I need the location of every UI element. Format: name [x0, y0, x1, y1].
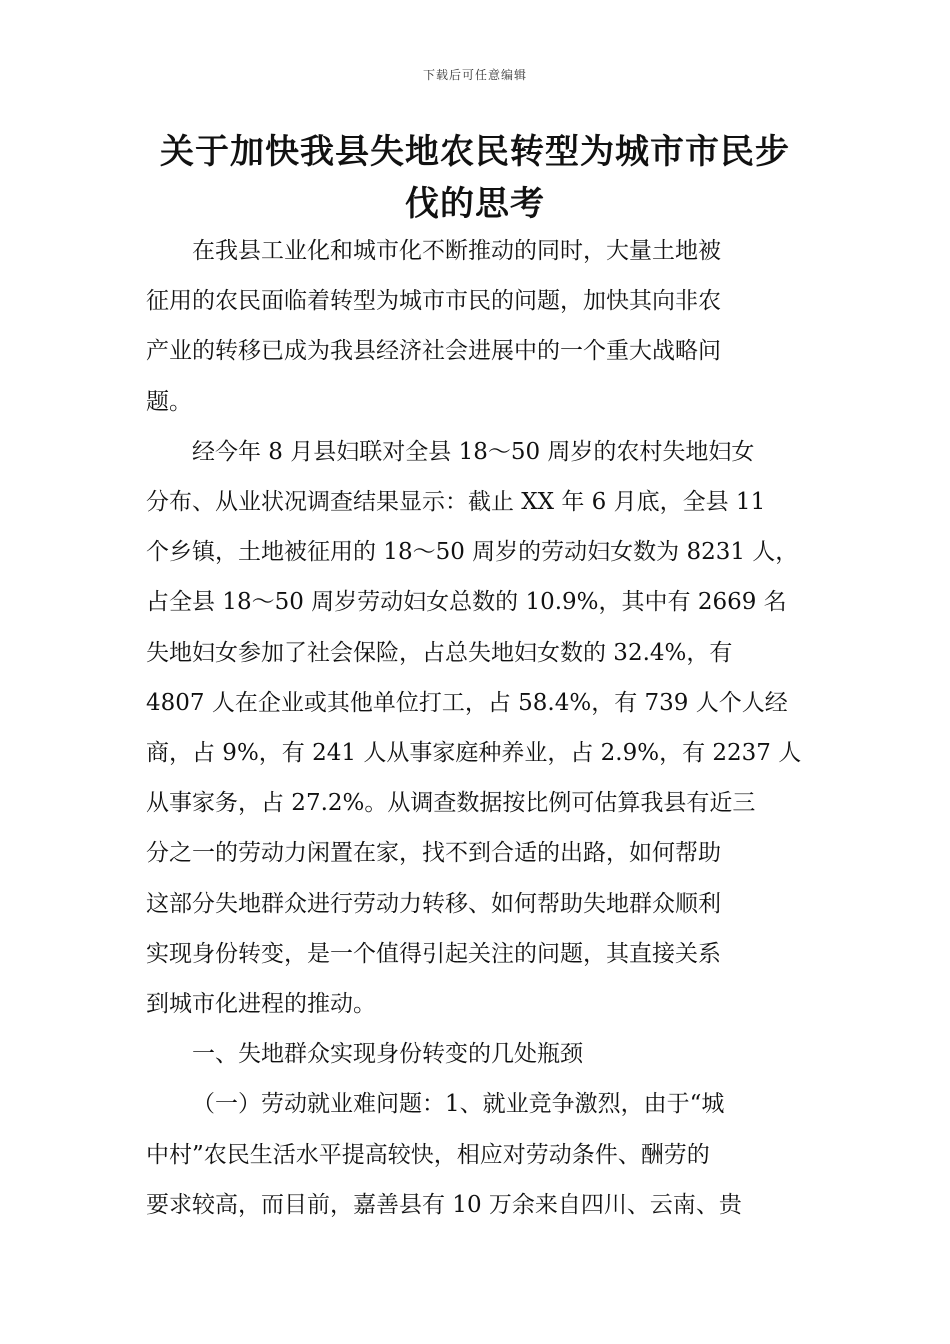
paragraph-employment — [146, 1079, 812, 1230]
document-title — [120, 126, 830, 230]
text-line: 一、失地群众实现身份转变的几处瓶颈 — [192, 1041, 583, 1068]
text-line: 失地妇女参加了社会保险，占总失地妇女数的 32.4%，有 — [146, 639, 733, 666]
text-line: 到城市化进程的推动。 — [146, 991, 376, 1018]
text-line: 占全县 18～50 周岁劳动妇女总数的 10.9%，其中有 2669 名 — [146, 589, 787, 616]
text-line: 分布、从业状况调查结果显示：截止 XX 年 6 月底，全县 11 — [146, 489, 766, 516]
section-heading — [146, 1029, 812, 1079]
title-line-2: 伐的思考 — [405, 184, 545, 224]
text-line: 经今年 8 月县妇联对全县 18～50 周岁的农村失地妇女 — [192, 438, 755, 465]
text-line: 从事家务，占 27.2%。从调查数据按比例可估算我县有近三 — [146, 790, 756, 817]
paragraph-intro — [146, 226, 812, 427]
text-line: （一）劳动就业难问题：1、就业竞争激烈，由于“城 — [192, 1091, 725, 1118]
text-line: 实现身份转变，是一个值得引起关注的问题，其直接关系 — [146, 940, 721, 967]
title-line-1: 关于加快我县失地农民转型为城市市民步 — [160, 132, 790, 172]
text-line: 个乡镇，土地被征用的 18～50 周岁的劳动妇女数为 8231 人， — [146, 539, 799, 566]
text-line: 在我县工业化和城市化不断推动的同时，大量土地被 — [192, 238, 721, 264]
text-line: 中村”农民生活水平提高较快，相应对劳动条件、酬劳的 — [146, 1141, 710, 1168]
text-line: 征用的农民面临着转型为城市市民的问题，加快其向非农 — [146, 288, 721, 315]
document-body — [146, 226, 812, 1230]
paragraph-survey — [146, 427, 812, 1029]
text-line: 题。 — [146, 388, 192, 415]
text-line: 这部分失地群众进行劳动力转移、如何帮助失地群众顺利 — [146, 890, 721, 917]
header-note: 下载后可任意编辑 — [422, 68, 527, 82]
text-line: 4807 人在企业或其他单位打工，占 58.4%，有 739 人个人经 — [146, 689, 788, 716]
text-line: 商，占 9%，有 241 人从事家庭种养业，占 2.9%，有 2237 人 — [146, 740, 802, 767]
text-line: 分之一的劳动力闲置在家，找不到合适的出路，如何帮助 — [146, 840, 721, 867]
text-line: 要求较高，而目前，嘉善县有 10 万余来自四川、云南、贵 — [146, 1191, 742, 1218]
text-line: 产业的转移已成为我县经济社会进展中的一个重大战略问 — [146, 338, 721, 365]
